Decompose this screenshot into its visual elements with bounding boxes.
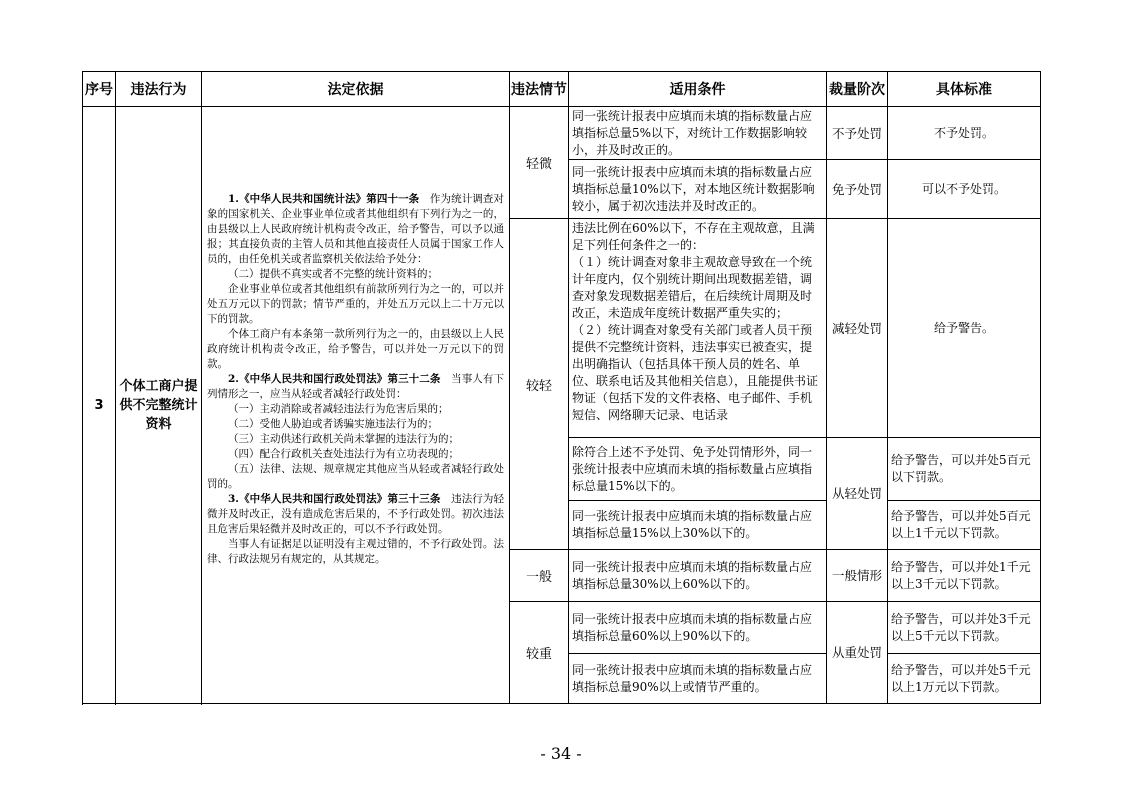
basis-paragraph [207, 372, 504, 402]
header-act: 违法行为 [116, 72, 202, 107]
basis-paragraph [207, 327, 504, 372]
basis-text: （一）主动消除或者减轻违法行为危害后果的； [228, 402, 449, 415]
basis-text: 当事人有下列情形之一，应当从轻或者减轻行政处罚： [207, 372, 505, 400]
standard-cell: 不予处罚。 [888, 107, 1041, 160]
circumstance-lighter: 较轻 [510, 219, 569, 550]
condition-cell: 除符合上述不予处罚、免予处罚情形外，同一张统计报表中应填而未填的指标数量占应填指标总量15%以下的。 [569, 438, 827, 501]
condition-cell: 同一张统计报表中应填而未填的指标数量占应填指标总量10%以下，对本地区统计数据影响较小，属于初次违法并及时改正的。 [569, 160, 827, 219]
circumstance-minor: 轻微 [510, 107, 569, 219]
standard-cell: 给予警告，可以并处5百元以下罚款。 [888, 438, 1041, 501]
condition-cell [569, 219, 827, 438]
condition-cell: 同一张统计报表中应填而未填的指标数量占应填指标总量30%以上60%以下的。 [569, 550, 827, 602]
circumstance-general: 一般 [510, 550, 569, 602]
header-standard: 具体标准 [888, 72, 1041, 107]
page-number: - 34 - [540, 744, 582, 763]
table-row [83, 107, 1041, 160]
tier-cell: 不予处罚 [827, 107, 888, 160]
penalty-discretion-table [82, 71, 1041, 704]
tier-cell: 减轻处罚 [827, 219, 888, 438]
tier-cell: 从轻处罚 [827, 438, 888, 550]
standard-cell: 给予警告，可以并处3千元以上5千元以下罚款。 [888, 602, 1041, 654]
circumstance-serious: 较重 [510, 602, 569, 704]
tier-cell: 从重处罚 [827, 602, 888, 704]
basis-paragraph [207, 192, 504, 267]
act-cell: 个体工商户提供不完整统计资料 [116, 107, 202, 704]
header-seq: 序号 [83, 72, 116, 107]
header-basis: 法定依据 [202, 72, 510, 107]
header-row [83, 72, 1041, 107]
law-citation: 1.《中华人民共和国统计法》第四十一条 [228, 192, 420, 205]
basis-text: 个体工商户有本条第一款所列行为之一的，由县级以上人民政府统计机构责令改正，给予警告，可以并处一万元以下的罚款。 [207, 327, 504, 370]
basis-cell [202, 107, 510, 704]
basis-paragraph [207, 432, 504, 447]
basis-paragraph [207, 492, 504, 537]
basis-paragraph [207, 267, 504, 282]
condition-cell: 同一张统计报表中应填而未填的指标数量占应填指标总量15%以上30%以下的。 [569, 501, 827, 550]
basis-text: 企业事业单位或者其他组织有前款所列行为之一的，可以并处五万元以下的罚款；情节严重的，并处五万元以上二十万元以下的罚款。 [207, 282, 504, 325]
standard-cell: 给予警告，可以并处5百元以上1千元以下罚款。 [888, 501, 1041, 550]
header-conditions: 适用条件 [569, 72, 827, 107]
basis-text: 作为统计调查对象的国家机关、企业事业单位或者其他组织有下列行为之一的，由县级以上人民政府统计机构责令改正，给予警告，可以予以通报；其直接负责的主管人员和其他直接责任人员属于国家工作人员的，由任免机关或者监察机关依法给予处分： [207, 192, 505, 265]
standard-cell: 给予警告。 [888, 219, 1041, 438]
basis-paragraph [207, 462, 504, 492]
condition-text-clipped [572, 220, 823, 424]
basis-paragraph [207, 417, 504, 432]
condition-cell: 同一张统计报表中应填而未填的指标数量占应填指标总量90%以上或情节严重的。 [569, 654, 827, 704]
basis-text: （二）提供不真实或者不完整的统计资料的； [228, 267, 438, 280]
basis-text: （三）主动供述行政机关尚未掌握的违法行为的； [228, 432, 459, 445]
basis-text: （二）受他人胁迫或者诱骗实施违法行为的； [228, 417, 438, 430]
law-citation: 2.《中华人民共和国行政处罚法》第三十二条 [228, 372, 441, 385]
basis-text: （四）配合行政机关查处违法行为有立功表现的； [228, 447, 459, 460]
standard-cell: 可以不予处罚。 [888, 160, 1041, 219]
condition-line: （１）统计调查对象非主观故意导致在一个统计年度内，仅个别统计期间出现数据差错，调查对象发现数据差错后，在后续统计周期及时改正，未造成年度统计数据严重失实的； [572, 255, 813, 320]
basis-text: 当事人有证据足以证明没有主观过错的，不予行政处罚。法律、行政法规另有规定的，从其规定。 [207, 537, 504, 565]
condition-line: 违法比例在60%以下，不存在主观故意，且满足下列任何条件之一的： [572, 221, 815, 252]
basis-paragraph [207, 402, 504, 417]
basis-text: 违法行为轻微并及时改正，没有造成危害后果的，不予行政处罚。初次违法且危害后果轻微并及时改正的，可以不予行政处罚。 [207, 492, 505, 535]
basis-paragraph [207, 537, 504, 567]
header-tier: 裁量阶次 [827, 72, 888, 107]
condition-cell: 同一张统计报表中应填而未填的指标数量占应填指标总量5%以下，对统计工作数据影响较小，并及时改正的。 [569, 107, 827, 160]
tier-cell: 免予处罚 [827, 160, 888, 219]
basis-text: （五）法律、法规、规章规定其他应当从轻或者减轻行政处罚的。 [207, 462, 504, 490]
basis-paragraph [207, 282, 504, 327]
standard-cell: 给予警告，可以并处1千元以上3千元以下罚款。 [888, 550, 1041, 602]
law-citation: 3.《中华人民共和国行政处罚法》第三十三条 [228, 492, 441, 505]
condition-line: （２）统计调查对象受有关部门或者人员干预提供不完整统计资料，违法事实已被查实，提出明确指认（包括具体干预人员的姓名、单位、联系电话及其他相关信息），且能提供书证物证（包括下发的文件表格、电子邮件、手机短信、网络聊天记录、电话录 [572, 323, 819, 422]
header-circumstance: 违法情节 [510, 72, 569, 107]
condition-cell: 同一张统计报表中应填而未填的指标数量占应填指标总量60%以上90%以下的。 [569, 602, 827, 654]
basis-paragraph [207, 447, 504, 462]
standard-cell: 给予警告，可以并处5千元以上1万元以下罚款。 [888, 654, 1041, 704]
seq-cell: 3 [83, 107, 116, 704]
tier-cell: 一般情形 [827, 550, 888, 602]
